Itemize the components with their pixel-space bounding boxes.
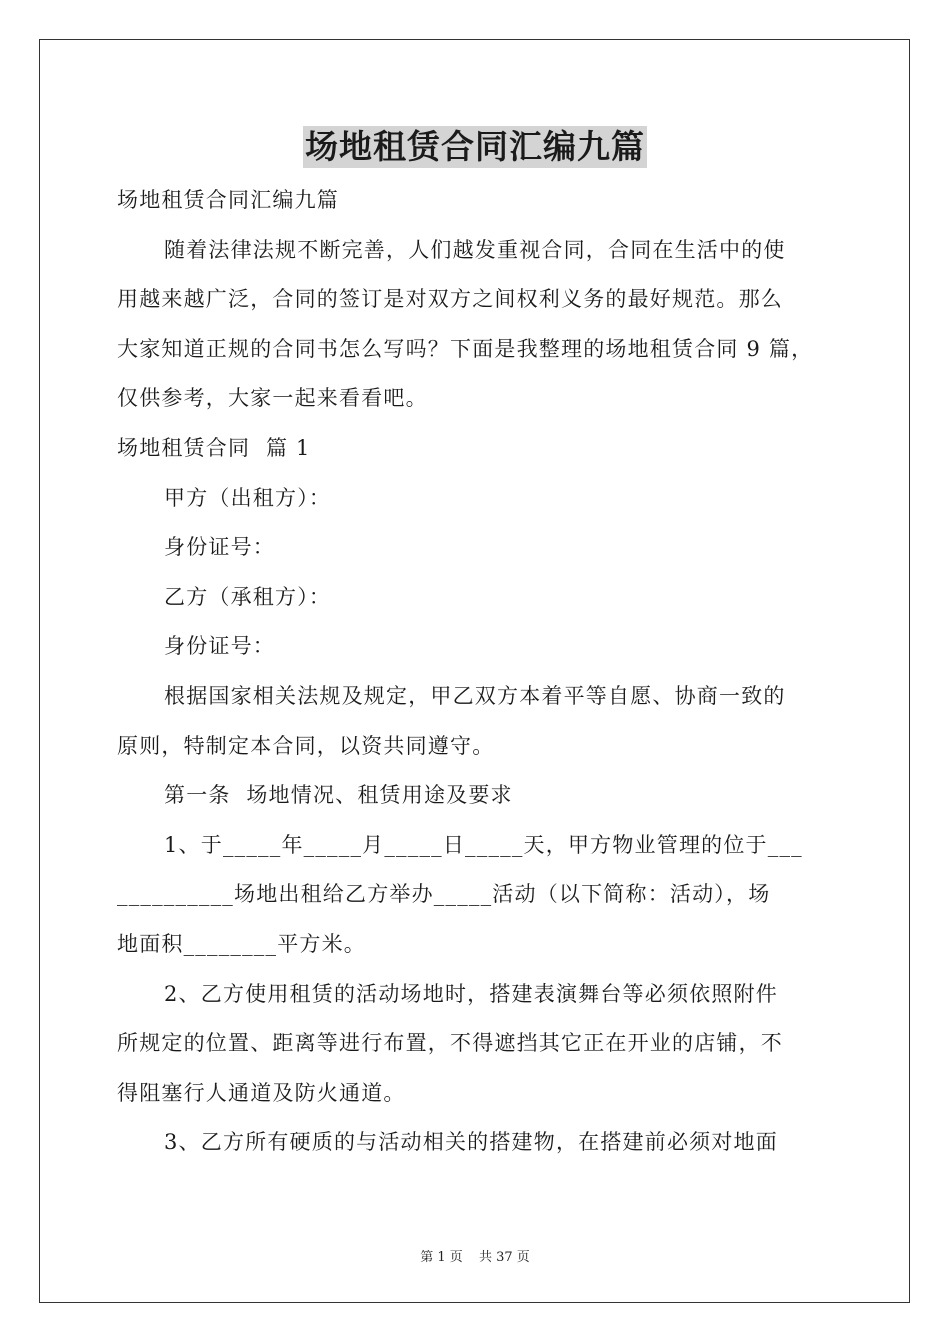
page-footer [0,1246,950,1265]
text-line: 用越来越广泛，合同的签订是对双方之间权利义务的最好规范。那么 [117,287,783,312]
text-line: 根据国家相关法规及规定，甲乙双方本着平等自愿、协商一致的 [164,683,786,708]
page-total: 共 37 页 [478,1250,530,1265]
text-line: 2、乙方使用租赁的活动场地时，搭建表演舞台等必须依照附件 [164,981,778,1006]
text-line: 大家知道正规的合同书怎么写吗？下面是我整理的场地租赁合同 9 篇， [117,336,814,361]
text-line: 乙方（承租方）： [164,584,332,609]
text-line: 1、于_____年_____月_____日_____天，甲方物业管理的位于___ [164,832,803,857]
text-line: 场地租赁合同 篇 1 [117,435,311,460]
text-line: 第一条 场地情况、租赁用途及要求 [164,783,513,808]
text-line: 地面积________平方米。 [117,931,366,956]
document-body [117,176,837,1168]
text-line: 仅供参考，大家一起来看看吧。 [117,386,428,411]
page-number: 第 1 页 [420,1250,463,1265]
text-line: 随着法律法规不断完善，人们越发重视合同，合同在生活中的使 [164,237,786,262]
text-line: 3、乙方所有硬质的与活动相关的搭建物，在搭建前必须对地面 [164,1130,778,1155]
text-line: 身份证号： [164,535,275,560]
text-line: 身份证号： [164,634,275,659]
text-line: 得阻塞行人通道及防火通道。 [117,1080,406,1105]
text-line: 原则，特制定本合同，以资共同遵守。 [117,733,495,758]
text-line: 场地租赁合同汇编九篇 [117,188,339,212]
text-line: 所规定的位置、距离等进行布置，不得遮挡其它正在开业的店铺，不 [117,1031,783,1056]
document-title: 场地租赁合同汇编九篇 [305,127,645,166]
text-line: __________场地出租给乙方举办_____活动（以下简称：活动），场 [117,882,771,907]
text-line: 甲方（出租方）： [164,485,332,510]
title-container [0,126,950,168]
